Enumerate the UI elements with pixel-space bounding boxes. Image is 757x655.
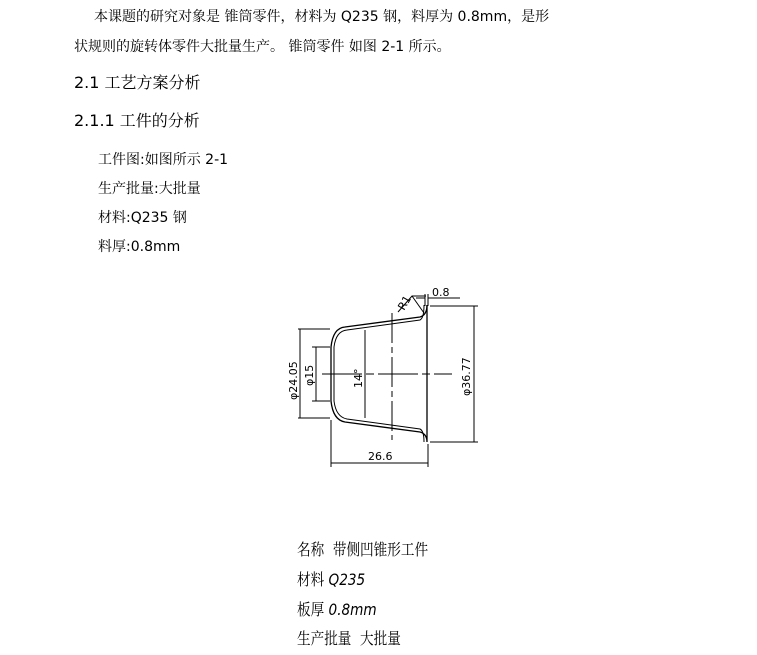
thickness-label: 板厚: [297, 600, 325, 619]
title-name: [297, 537, 428, 560]
section-heading: 2.1 工艺方案分析: [74, 73, 201, 92]
spec-material: 材料:Q235 钢: [98, 210, 187, 226]
subsection-heading: 2.1.1 工件的分析: [74, 111, 200, 130]
dim-length: 26.6: [368, 450, 393, 463]
material-value: Q235: [328, 570, 366, 589]
title-batch: [297, 626, 401, 649]
dim-outer-diameter: φ36.77: [460, 357, 473, 396]
paragraph-line-2: 状规则的旋转体零件大批量生产。 锥筒零件 如图 2-1 所示。: [74, 39, 451, 55]
spec-batch: 生产批量:大批量: [98, 181, 201, 197]
title-material: [297, 567, 365, 590]
title-thickness: [297, 597, 377, 620]
paragraph-line-1: 本课题的研究对象是 锥筒零件，材料为 Q235 钢，料厚为 0.8mm，是形: [94, 9, 550, 25]
dim-thickness: 0.8: [432, 286, 450, 299]
batch-label: 生产批量: [297, 629, 352, 648]
dim-diameter-24: φ24.05: [287, 361, 300, 400]
thickness-value: 0.8mm: [328, 600, 377, 619]
dim-radius: R1: [395, 293, 414, 313]
name-value: 带侧凹锥形工件: [332, 540, 429, 559]
spec-thickness: 料厚:0.8mm: [98, 239, 181, 255]
spec-drawing: 工件图:如图所示 2-1: [98, 152, 229, 168]
material-label: 材料: [297, 570, 325, 589]
name-label: 名称: [297, 540, 325, 559]
dim-diameter-15: φ15: [303, 364, 316, 386]
dim-angle: 14°: [352, 368, 365, 388]
batch-value: 大批量: [360, 629, 401, 648]
